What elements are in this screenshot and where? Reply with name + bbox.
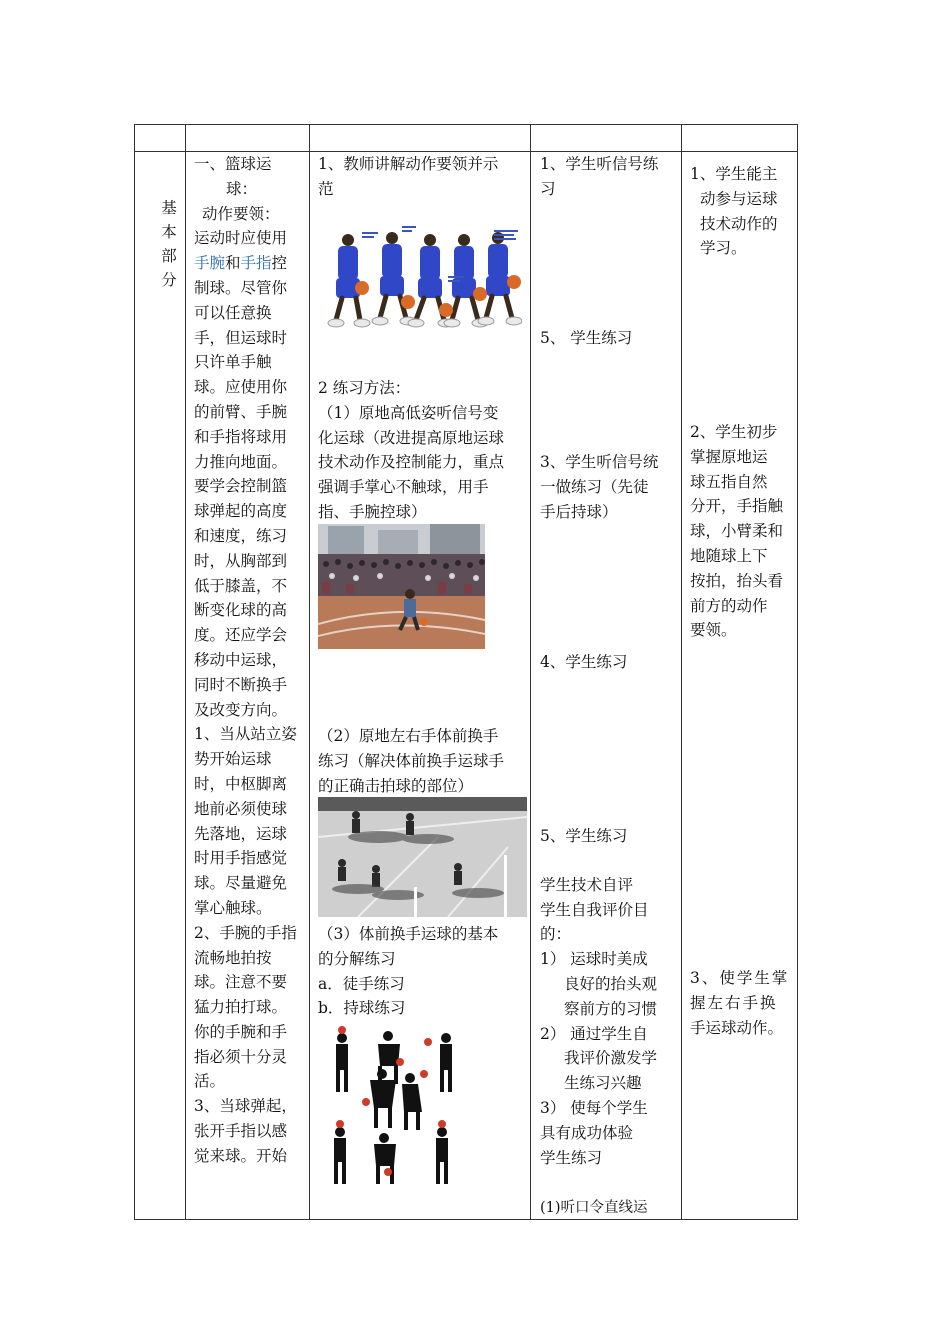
technique-subtitle: 动作要领： bbox=[202, 204, 280, 223]
goal-text-2: 2、学生初步 掌握原地运 球五指自然 分开，手指触 球，小臂柔和 地随球上下 按拍，抬头看 前方的动作 要领。 bbox=[690, 423, 784, 640]
col-divider bbox=[681, 125, 682, 1219]
technique-title: 一、篮球运 bbox=[194, 155, 272, 173]
court-practice-photo bbox=[318, 797, 527, 917]
student-text-6: (1)听口令直线运 bbox=[540, 1200, 648, 1216]
student-text-1: 1、学生听信号练 习 bbox=[540, 155, 659, 198]
technique-column: 一、篮球运 球： 动作要领： 运动时应使用 手腕和手指控 制球。尽管你 可以任意换 手，但运球时 只许单手触 球。应使用你 的前臂、手腕 和手指将球用 力推向地面。 要学会控制篮 球弹起的高度 和速度，练习 时，从胸部到 低于膝盖，不 断变化球的高 度。还应学会 移动中运球， 同时不断换手 及改变方向。 1、当从站立姿 势开始运球 时，中枢脚离 地前必须使球 先落地，运球 时用手指感觉 球。尽量避免 掌心触球。 2、手腕的手指 流畅地拍按 球。注意不要 猛力拍打球。 你的手腕和手 指必须十分灵 活。 3、当球弹起， 张开手指以感 觉来球。开始 bbox=[194, 152, 306, 1169]
dribble-sequence-image bbox=[318, 222, 522, 332]
student-text-3: 3、学生听信号统 一做练习（先徒 手后持球） bbox=[540, 453, 659, 521]
field-practice-photo bbox=[318, 524, 485, 649]
col-divider bbox=[530, 125, 531, 1219]
finger-link[interactable]: 手指 bbox=[240, 254, 272, 273]
goal-text-3: 3、使学生掌 握左右手换 手运球动作。 bbox=[690, 969, 790, 1037]
goal-text-1: 1、学生能主 动参与运球 技术动作的 学习。 bbox=[690, 165, 778, 258]
student-text-5: 5、学生练习 学生技术自评 学生自我评价目 的： 1） 运球时美成 良好的抬头观 察前方的习惯 2） 通过学生自 我评价激发学 生练习兴趣 3） 使每个学生 具有成功体验 学生练习 bbox=[540, 827, 658, 1167]
silhouette-drills-image bbox=[318, 1022, 470, 1190]
student-text-2: 5、 学生练习 bbox=[540, 329, 633, 347]
teacher-text-1: 1、教师讲解动作要领并示 范 bbox=[318, 155, 499, 198]
teacher-text-3: （2）原地左右手体前换手 练习（解决体前换手运球手 的正确击拍球的部位） bbox=[318, 727, 505, 795]
teacher-text-2: 2 练习方法： （1）原地高低姿听信号变 化运球（改进提高原地运球 技术动作及控制能力，重点 强调手掌心不触球，用手 指、手腕控球） bbox=[318, 379, 505, 521]
wrist-link[interactable]: 手腕 bbox=[194, 254, 226, 273]
col-divider bbox=[185, 125, 186, 1219]
section-label: 基 本 部 分 bbox=[161, 199, 177, 289]
col-divider bbox=[309, 125, 310, 1219]
teacher-text-4: （3）体前换手运球的基本 的分解练习 a．徒手练习 b．持球练习 bbox=[318, 925, 499, 1018]
student-text-4: 4、学生练习 bbox=[540, 653, 628, 671]
